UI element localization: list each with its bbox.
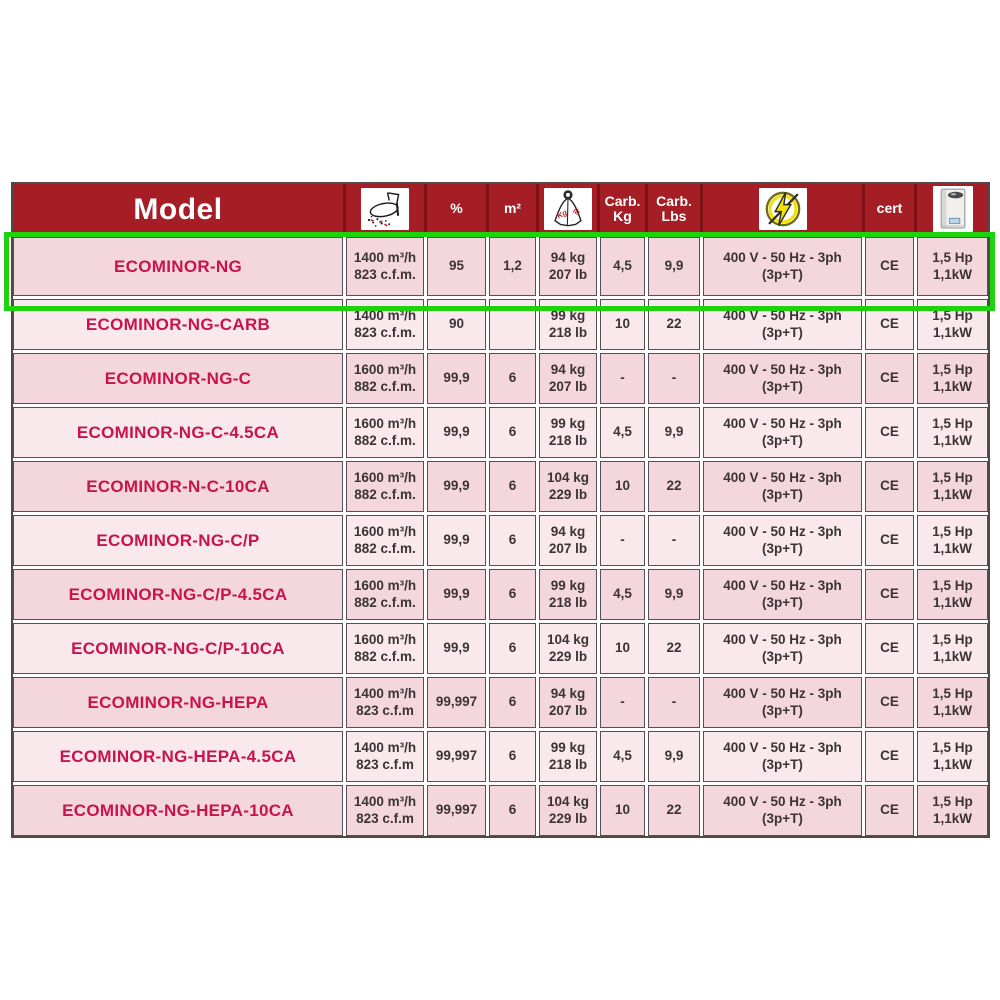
motor-cell xyxy=(917,569,988,620)
weight-cell xyxy=(539,731,597,782)
power-cell xyxy=(703,785,862,836)
efficiency-cell: 99,9 xyxy=(427,515,486,566)
airflow-cell-line: 882 c.f.m. xyxy=(354,648,416,664)
weight-cell-line: 104 kg xyxy=(546,793,590,809)
motor-cell xyxy=(917,353,988,404)
motor-cell-line: 1,1kW xyxy=(932,648,973,664)
efficiency-cell: 99,9 xyxy=(427,569,486,620)
header-surface xyxy=(489,184,536,234)
motor-cell-line: 1,5 Hp xyxy=(932,577,973,593)
cert-cell: CE xyxy=(865,299,914,350)
airflow-cell-line: 1400 m³/h xyxy=(353,685,417,701)
power-cell-line: (3p+T) xyxy=(762,648,803,664)
weight-cell xyxy=(539,569,597,620)
carb-lbs-header-line1: Carb. xyxy=(656,192,692,209)
motor-cell-line: 1,1kW xyxy=(932,266,973,282)
motor-cell-line: 1,1kW xyxy=(932,486,973,502)
weight-cell-line: 207 lb xyxy=(548,540,588,556)
efficiency-cell: 99,997 xyxy=(427,731,486,782)
weight-cell-line: 218 lb xyxy=(548,594,588,610)
carb-kg-cell: 4,5 xyxy=(600,407,645,458)
weight-cell-line: 94 kg xyxy=(550,249,586,265)
table-row xyxy=(13,731,988,782)
surface-cell xyxy=(489,299,536,350)
cert-cell: CE xyxy=(865,677,914,728)
cert-cell: CE xyxy=(865,353,914,404)
header-carb-lbs xyxy=(648,184,700,234)
weight-cell-line: 207 lb xyxy=(548,702,588,718)
power-cell xyxy=(703,569,862,620)
airflow-cell xyxy=(346,353,424,404)
weight-cell-line: 218 lb xyxy=(548,756,588,772)
motor-cell xyxy=(917,677,988,728)
weight-cell-line: 207 lb xyxy=(548,378,588,394)
airflow-cell-line: 823 c.f.m xyxy=(356,810,414,826)
electric-power-icon xyxy=(759,188,807,230)
airflow-cell-line: 882 c.f.m. xyxy=(354,378,416,394)
power-cell-line: 400 V - 50 Hz - 3ph xyxy=(723,307,842,323)
power-cell-line: (3p+T) xyxy=(762,702,803,718)
table-row xyxy=(13,407,988,458)
motor-cell-line: 1,1kW xyxy=(932,756,973,772)
carb-kg-cell: - xyxy=(600,515,645,566)
motor-cell xyxy=(917,731,988,782)
airflow-cell-line: 1600 m³/h xyxy=(353,469,417,485)
header-efficiency xyxy=(427,184,486,234)
cert-cell: CE xyxy=(865,785,914,836)
motor-cell-line: 1,1kW xyxy=(932,540,973,556)
carb-kg-cell: 10 xyxy=(600,785,645,836)
carb-lbs-header-line2: Lbs xyxy=(661,208,687,224)
spec-table xyxy=(11,182,990,838)
efficiency-header-label: % xyxy=(450,200,463,217)
airflow-cell-line: 823 c.f.m. xyxy=(354,324,416,340)
weight-cell xyxy=(539,237,597,296)
power-cell-line: (3p+T) xyxy=(762,486,803,502)
cert-cell: CE xyxy=(865,731,914,782)
carb-lbs-cell: 9,9 xyxy=(648,569,700,620)
power-cell xyxy=(703,623,862,674)
weight-kg-lb-icon xyxy=(544,188,592,230)
weight-cell-line: 94 kg xyxy=(550,361,586,377)
airflow-cell-line: 1600 m³/h xyxy=(353,631,417,647)
weight-cell-line: 99 kg xyxy=(550,739,586,755)
table-row xyxy=(13,353,988,404)
weight-cell xyxy=(539,407,597,458)
table-row xyxy=(13,623,988,674)
header-motor xyxy=(917,184,988,234)
airflow-cell-line: 1600 m³/h xyxy=(353,361,417,377)
power-cell-line: (3p+T) xyxy=(762,432,803,448)
airflow-cell-line: 1400 m³/h xyxy=(353,793,417,809)
power-cell xyxy=(703,461,862,512)
airflow-cell-line: 823 c.f.m xyxy=(356,756,414,772)
motor-cell xyxy=(917,237,988,296)
motor-cell-line: 1,1kW xyxy=(932,432,973,448)
surface-cell: 6 xyxy=(489,731,536,782)
motor-cell-line: 1,1kW xyxy=(932,702,973,718)
carb-kg-cell: 4,5 xyxy=(600,731,645,782)
motor-cell-line: 1,5 Hp xyxy=(932,523,973,539)
power-cell xyxy=(703,353,862,404)
header-model xyxy=(13,184,343,234)
table-row xyxy=(13,515,988,566)
model-cell: ECOMINOR-NG-HEPA-4.5CA xyxy=(13,731,343,782)
carb-kg-cell: 10 xyxy=(600,299,645,350)
weight-cell-line: 94 kg xyxy=(550,685,586,701)
efficiency-cell: 99,9 xyxy=(427,623,486,674)
cert-cell: CE xyxy=(865,569,914,620)
motor-cell-line: 1,5 Hp xyxy=(932,361,973,377)
model-header-label: Model xyxy=(133,192,223,226)
airflow-cell-line: 882 c.f.m. xyxy=(354,486,416,502)
surface-header-label: m² xyxy=(503,200,522,217)
airflow-cell-line: 1600 m³/h xyxy=(353,577,417,593)
motor-cell xyxy=(917,407,988,458)
weight-cell-line: 94 kg xyxy=(550,523,586,539)
model-cell: ECOMINOR-NG-C/P-4.5CA xyxy=(13,569,343,620)
surface-cell: 6 xyxy=(489,461,536,512)
surface-cell: 6 xyxy=(489,407,536,458)
motor-cell-line: 1,5 Hp xyxy=(932,307,973,323)
airflow-cell xyxy=(346,407,424,458)
power-cell xyxy=(703,407,862,458)
airflow-cell xyxy=(346,677,424,728)
carb-kg-cell: 4,5 xyxy=(600,569,645,620)
weight-cell xyxy=(539,623,597,674)
surface-cell: 6 xyxy=(489,569,536,620)
power-cell-line: 400 V - 50 Hz - 3ph xyxy=(723,361,842,377)
surface-cell: 6 xyxy=(489,785,536,836)
airflow-cell xyxy=(346,623,424,674)
table-row xyxy=(13,299,988,350)
weight-cell-line: 229 lb xyxy=(548,648,588,664)
motor-cell-line: 1,5 Hp xyxy=(932,469,973,485)
airflow-cell xyxy=(346,237,424,296)
carb-lbs-cell: 9,9 xyxy=(648,731,700,782)
cert-cell: CE xyxy=(865,623,914,674)
motor-cell-line: 1,1kW xyxy=(932,324,973,340)
suction-hood-icon xyxy=(361,188,409,230)
model-cell: ECOMINOR-NG-C/P-10CA xyxy=(13,623,343,674)
model-cell: ECOMINOR-NG-C-4.5CA xyxy=(13,407,343,458)
motor-cell-line: 1,5 Hp xyxy=(932,249,973,265)
table-row xyxy=(13,677,988,728)
power-cell-line: (3p+T) xyxy=(762,324,803,340)
efficiency-cell: 99,9 xyxy=(427,461,486,512)
motor-cell-line: 1,5 Hp xyxy=(932,685,973,701)
power-cell-line: 400 V - 50 Hz - 3ph xyxy=(723,685,842,701)
surface-cell: 6 xyxy=(489,623,536,674)
power-cell-line: 400 V - 50 Hz - 3ph xyxy=(723,577,842,593)
carb-lbs-cell: 22 xyxy=(648,299,700,350)
cert-cell: CE xyxy=(865,237,914,296)
cert-cell: CE xyxy=(865,461,914,512)
weight-cell xyxy=(539,353,597,404)
airflow-cell xyxy=(346,785,424,836)
model-cell: ECOMINOR-NG-C/P xyxy=(13,515,343,566)
model-cell: ECOMINOR-NG-CARB xyxy=(13,299,343,350)
weight-cell-line: 229 lb xyxy=(548,810,588,826)
power-cell xyxy=(703,731,862,782)
model-cell: ECOMINOR-NG-C xyxy=(13,353,343,404)
power-cell xyxy=(703,299,862,350)
power-cell-line: 400 V - 50 Hz - 3ph xyxy=(723,631,842,647)
cert-header-label: cert xyxy=(876,200,903,217)
weight-cell-line: 99 kg xyxy=(550,415,586,431)
airflow-cell-line: 882 c.f.m. xyxy=(354,540,416,556)
carb-kg-header-line2: Kg xyxy=(613,208,632,224)
airflow-cell-line: 1600 m³/h xyxy=(353,415,417,431)
motor-cell xyxy=(917,623,988,674)
weight-cell xyxy=(539,785,597,836)
power-cell-line: (3p+T) xyxy=(762,756,803,772)
efficiency-cell: 99,997 xyxy=(427,785,486,836)
header-power xyxy=(703,184,862,234)
airflow-cell xyxy=(346,461,424,512)
efficiency-cell: 95 xyxy=(427,237,486,296)
carb-lbs-cell: 9,9 xyxy=(648,237,700,296)
carb-lbs-cell: - xyxy=(648,353,700,404)
airflow-cell-line: 1400 m³/h xyxy=(353,249,417,265)
airflow-cell-line: 1600 m³/h xyxy=(353,523,417,539)
motor-cell xyxy=(917,785,988,836)
power-cell xyxy=(703,237,862,296)
weight-cell xyxy=(539,677,597,728)
weight-cell xyxy=(539,299,597,350)
power-cell-line: 400 V - 50 Hz - 3ph xyxy=(723,523,842,539)
efficiency-cell: 90 xyxy=(427,299,486,350)
power-cell-line: 400 V - 50 Hz - 3ph xyxy=(723,249,842,265)
carb-lbs-cell: 22 xyxy=(648,623,700,674)
model-cell: ECOMINOR-NG-HEPA xyxy=(13,677,343,728)
table-row xyxy=(13,461,988,512)
airflow-cell-line: 882 c.f.m. xyxy=(354,432,416,448)
svg-text:Kg: Kg xyxy=(555,207,569,221)
efficiency-cell: 99,9 xyxy=(427,407,486,458)
motor-cell-line: 1,5 Hp xyxy=(932,739,973,755)
carb-kg-cell: 10 xyxy=(600,461,645,512)
machine-unit-icon xyxy=(933,186,973,232)
carb-kg-cell: - xyxy=(600,353,645,404)
motor-cell-line: 1,1kW xyxy=(932,594,973,610)
airflow-cell-line: 1400 m³/h xyxy=(353,739,417,755)
weight-cell-line: 207 lb xyxy=(548,266,588,282)
surface-cell: 6 xyxy=(489,515,536,566)
carb-lbs-cell: - xyxy=(648,515,700,566)
model-cell: ECOMINOR-N-C-10CA xyxy=(13,461,343,512)
motor-cell xyxy=(917,515,988,566)
weight-cell-line: 104 kg xyxy=(546,469,590,485)
airflow-cell-line: 823 c.f.m. xyxy=(354,266,416,282)
airflow-cell-line: 1400 m³/h xyxy=(353,307,417,323)
efficiency-cell: 99,997 xyxy=(427,677,486,728)
surface-cell: 6 xyxy=(489,353,536,404)
table-body xyxy=(13,237,988,836)
motor-cell-line: 1,5 Hp xyxy=(932,415,973,431)
airflow-cell-line: 823 c.f.m xyxy=(356,702,414,718)
carb-lbs-cell: - xyxy=(648,677,700,728)
power-cell-line: 400 V - 50 Hz - 3ph xyxy=(723,739,842,755)
carb-kg-header-line1: Carb. xyxy=(604,192,641,209)
svg-text:lb: lb xyxy=(571,205,582,218)
weight-cell-line: 218 lb xyxy=(548,432,588,448)
motor-cell-line: 1,1kW xyxy=(932,810,973,826)
surface-cell: 1,2 xyxy=(489,237,536,296)
power-cell-line: 400 V - 50 Hz - 3ph xyxy=(723,793,842,809)
airflow-cell xyxy=(346,731,424,782)
carb-lbs-cell: 22 xyxy=(648,785,700,836)
table-row xyxy=(13,785,988,836)
weight-cell-line: 104 kg xyxy=(546,631,590,647)
weight-cell xyxy=(539,461,597,512)
cert-cell: CE xyxy=(865,515,914,566)
table-row xyxy=(13,569,988,620)
table-header-row xyxy=(13,184,988,234)
power-cell-line: (3p+T) xyxy=(762,540,803,556)
weight-cell-line: 99 kg xyxy=(550,307,586,323)
surface-cell: 6 xyxy=(489,677,536,728)
power-cell-line: (3p+T) xyxy=(762,810,803,826)
header-airflow xyxy=(346,184,424,234)
carb-kg-cell: 4,5 xyxy=(600,237,645,296)
carb-kg-cell: - xyxy=(600,677,645,728)
efficiency-cell: 99,9 xyxy=(427,353,486,404)
header-cert xyxy=(865,184,914,234)
airflow-cell xyxy=(346,299,424,350)
carb-kg-cell: 10 xyxy=(600,623,645,674)
airflow-cell xyxy=(346,569,424,620)
model-cell: ECOMINOR-NG xyxy=(13,237,343,296)
weight-cell-line: 218 lb xyxy=(548,324,588,340)
motor-cell-line: 1,5 Hp xyxy=(932,793,973,809)
power-cell-line: 400 V - 50 Hz - 3ph xyxy=(723,469,842,485)
motor-cell-line: 1,5 Hp xyxy=(932,631,973,647)
table-row xyxy=(13,237,988,296)
cert-cell: CE xyxy=(865,407,914,458)
airflow-cell-line: 882 c.f.m. xyxy=(354,594,416,610)
header-weight xyxy=(539,184,597,234)
carb-lbs-cell: 22 xyxy=(648,461,700,512)
model-cell: ECOMINOR-NG-HEPA-10CA xyxy=(13,785,343,836)
header-carb-kg xyxy=(600,184,645,234)
carb-lbs-cell: 9,9 xyxy=(648,407,700,458)
weight-cell-line: 229 lb xyxy=(548,486,588,502)
power-cell xyxy=(703,515,862,566)
power-cell xyxy=(703,677,862,728)
motor-cell-line: 1,1kW xyxy=(932,378,973,394)
power-cell-line: (3p+T) xyxy=(762,594,803,610)
power-cell-line: (3p+T) xyxy=(762,266,803,282)
power-cell-line: 400 V - 50 Hz - 3ph xyxy=(723,415,842,431)
motor-cell xyxy=(917,461,988,512)
airflow-cell xyxy=(346,515,424,566)
weight-cell xyxy=(539,515,597,566)
weight-cell-line: 99 kg xyxy=(550,577,586,593)
power-cell-line: (3p+T) xyxy=(762,378,803,394)
motor-cell xyxy=(917,299,988,350)
